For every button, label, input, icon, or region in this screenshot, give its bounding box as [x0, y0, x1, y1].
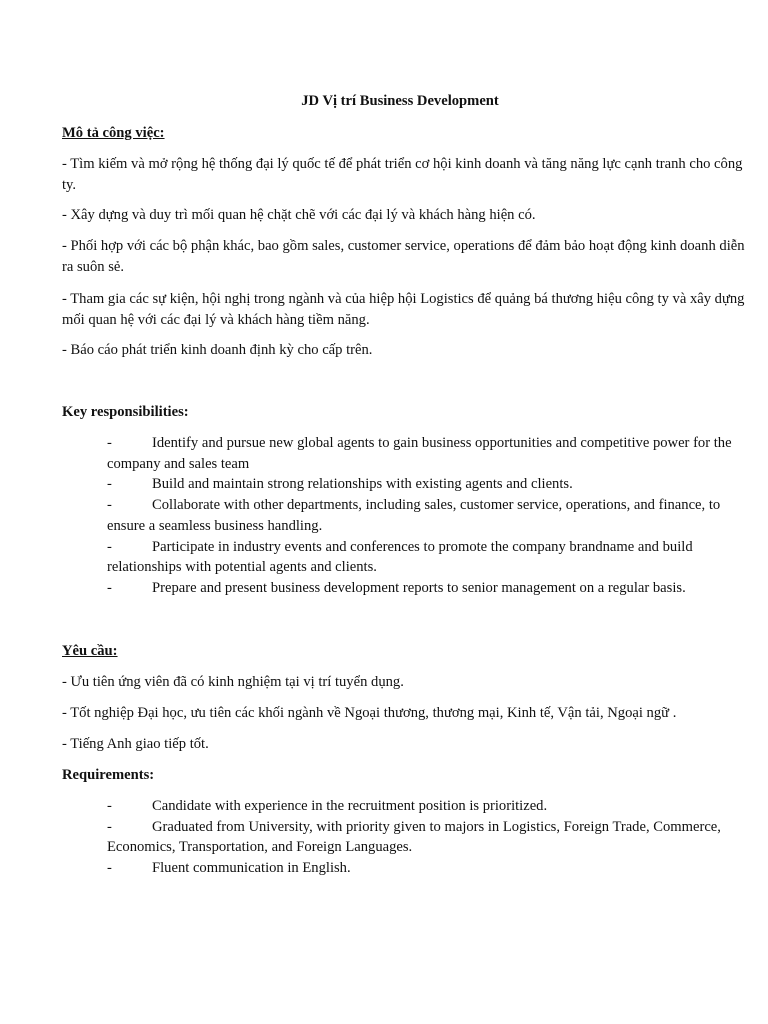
section-heading-yeu-cau: Yêu cầu: — [62, 643, 118, 659]
document-title: JD Vị trí Business Development — [301, 93, 499, 109]
list-item-text: Collaborate with other departments, including sales, customer service, operations, and finance, to ensure a seamless business handling. — [107, 497, 721, 534]
list-item-text: Identify and pursue new global agents to gain business opportunities and competitive power for the company and sales team — [107, 435, 732, 472]
mo-ta-item-3: - Phối hợp với các bộ phận khác, bao gồm sales, customer service, operations để đảm bảo hoạt động kinh doanh diễn ra suôn sẻ. — [62, 238, 745, 275]
mo-ta-item-4: - Tham gia các sự kiện, hội nghị trong ngành và của hiệp hội Logistics để quảng bá thương hiệu công ty và xây dựng mối quan hệ với các đại lý và khách hàng tiềm năng. — [62, 291, 745, 328]
key-responsibilities-list — [107, 433, 757, 599]
bullet-dash: - — [107, 476, 112, 493]
list-item — [107, 796, 757, 817]
list-item — [107, 537, 757, 578]
bullet-dash: - — [107, 579, 112, 596]
section-heading-requirements: Requirements: — [62, 767, 155, 783]
section-heading-key-responsibilities: Key responsibilities: — [62, 404, 189, 420]
bullet-dash: - — [107, 860, 112, 877]
bullet-dash: - — [107, 798, 112, 814]
list-item — [107, 817, 757, 858]
bullet-dash: - — [107, 538, 112, 555]
bullet-dash: - — [107, 435, 112, 451]
list-item — [107, 858, 757, 879]
list-item-text: Prepare and present business development reports to senior management on a regular basis. — [152, 579, 686, 596]
mo-ta-item-5: - Báo cáo phát triển kinh doanh định kỳ cho cấp trên. — [62, 342, 373, 358]
mo-ta-item-2: - Xây dựng và duy trì mối quan hệ chặt chẽ với các đại lý và khách hàng hiện có. — [62, 207, 536, 223]
yeu-cau-item-2: - Tốt nghiệp Đại học, ưu tiên các khối ngành về Ngoại thương, thương mại, Kinh tế, Vận tải, Ngoại ngữ . — [62, 705, 677, 721]
yeu-cau-item-3: - Tiếng Anh giao tiếp tốt. — [62, 736, 209, 752]
list-item-text: Graduated from University, with priority given to majors in Logistics, Foreign Trade, Commerce, Economics, Transportation, and Foreign Languages. — [107, 818, 721, 856]
list-item-text: Candidate with experience in the recruitment position is prioritized. — [152, 798, 548, 814]
list-item — [107, 578, 757, 599]
list-item-text: Fluent communication in English. — [152, 860, 351, 877]
list-item-text: Participate in industry events and conferences to promote the company brandname and build relationships with potential agents and clients. — [107, 538, 693, 576]
section-heading-mo-ta: Mô tả công việc: — [62, 125, 165, 141]
yeu-cau-item-1: - Ưu tiên ứng viên đã có kinh nghiệm tại vị trí tuyển dụng. — [62, 674, 404, 690]
list-item — [107, 474, 757, 495]
bullet-dash: - — [107, 497, 112, 514]
list-item — [107, 433, 757, 474]
list-item-text: Build and maintain strong relationships with existing agents and clients. — [152, 476, 573, 493]
requirements-list — [107, 796, 757, 879]
mo-ta-item-1: - Tìm kiếm và mở rộng hệ thống đại lý quốc tế để phát triển cơ hội kinh doanh và tăng năng lực cạnh tranh cho công ty. — [62, 156, 743, 193]
bullet-dash: - — [107, 818, 112, 835]
list-item — [107, 495, 757, 536]
